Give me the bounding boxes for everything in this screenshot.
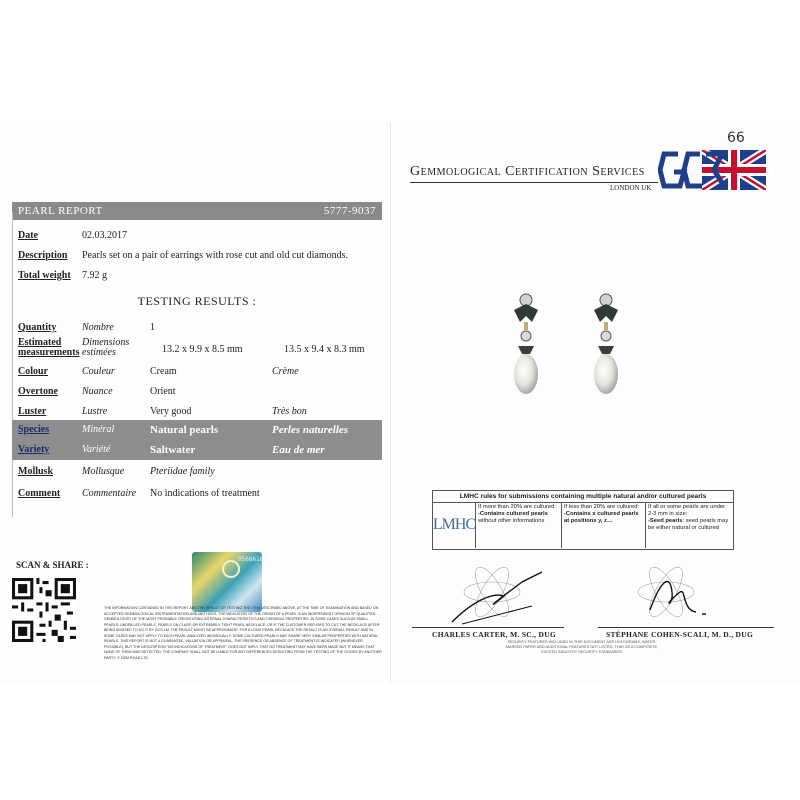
report-title: PEARL REPORT (18, 205, 103, 217)
row-french-label: Mollusque (82, 466, 125, 477)
field-label: Date (18, 230, 38, 241)
lmhc-rule-under-20 (561, 503, 645, 548)
field-value: 7.92 g (82, 270, 107, 281)
row-label: Species (18, 424, 50, 435)
row-french-label: Variété (82, 444, 111, 455)
field-value: Pearls set on a pair of earrings with rose cut and old cut diamonds. (82, 250, 349, 261)
row-value-french: Très bon (272, 406, 307, 417)
row-value: Cream (150, 366, 177, 377)
title-underline (410, 182, 658, 183)
rule-bold: -Contains cultured pearls (478, 511, 548, 517)
qr-code-icon[interactable] (12, 578, 76, 642)
report-number: 5777-9037 (323, 205, 376, 217)
lmhc-title: LMHC rules for submissions containing multiple natural and/or cultured pearls (433, 491, 733, 503)
row-french-label: Lustre (82, 406, 108, 417)
row-value: Very good (150, 406, 192, 417)
field-description (18, 250, 348, 261)
result-row-comment (12, 484, 382, 504)
gcs-logo-icon (658, 150, 766, 190)
lmhc-rule-seed-pearls (645, 503, 733, 548)
rule-intro: If all or some pearls are under 2-3 mm in size: (648, 504, 726, 517)
result-row-luster (12, 402, 382, 422)
row-label: Colour (18, 366, 48, 377)
field-value: 02.03.2017 (82, 230, 127, 241)
rule-bold: -Seed pearls (648, 518, 683, 524)
field-date (18, 230, 127, 241)
row-label: Luster (18, 406, 47, 417)
row-value: Orient (150, 386, 176, 397)
signer-carter-name: CHARLES CARTER, M. SC., DUG (432, 630, 557, 639)
row-label: Variety (18, 444, 50, 455)
pearl-report-page (12, 122, 390, 682)
certificate-page (392, 122, 788, 682)
page-fold (390, 122, 391, 682)
row-label: Estimated measurements (18, 337, 80, 358)
result-row-overtone (12, 382, 382, 402)
company-name: Gemmological Certification Services (410, 164, 645, 179)
row-value-2: 13.5 x 9.4 x 8.3 mm (284, 344, 365, 355)
signature-line-2 (598, 627, 774, 628)
row-value-french: Perles naturelles (272, 424, 349, 436)
row-value: No indications of treatment (150, 488, 260, 499)
lmhc-logo-icon: LMHC (432, 516, 476, 533)
field-label: Description (18, 250, 68, 261)
lmhc-rules-box (432, 490, 734, 550)
report-header-bar (12, 202, 382, 220)
row-value: Saltwater (150, 444, 196, 456)
scan-share-label: SCAN & SHARE : (16, 560, 89, 570)
rule-rest: without other informations (478, 518, 545, 524)
row-french-label: Nombre (82, 322, 114, 333)
result-row-quantity (12, 318, 382, 338)
row-value: Pteriidae family (150, 466, 215, 477)
row-label: Overtone (18, 386, 58, 397)
result-row-species (12, 420, 382, 440)
hologram-sticker (192, 552, 267, 612)
result-row-colour (12, 362, 382, 382)
signature-carter (432, 562, 552, 632)
row-label: Quantity (18, 322, 57, 333)
row-french-label: Nuance (82, 386, 113, 397)
result-row-mollusk (12, 462, 382, 482)
rule-rest: : seed pearls may be either natural or cultured (648, 518, 729, 531)
signature-line-1 (412, 627, 564, 628)
result-row-variety (12, 440, 382, 460)
rule-intro: If more than 20% are cultured : (478, 504, 558, 510)
handwritten-number: 66 (727, 130, 745, 146)
row-value-french: Crème (272, 366, 299, 377)
signature-cohen-scali (610, 562, 730, 632)
row-label: Comment (18, 488, 61, 499)
row-value-french: Eau de mer (272, 444, 325, 456)
row-french-label: Dimensions estimées (82, 337, 130, 358)
row-french-label: Couleur (82, 366, 115, 377)
rule-intro: If less than 20% are cultured: (564, 504, 640, 510)
row-value: 1 (150, 322, 155, 333)
row-value: 13.2 x 9.9 x 8.5 mm (162, 344, 243, 355)
field-label: Total weight (18, 270, 71, 281)
hologram-number: 05686185 (238, 556, 267, 563)
rule-bold: -Contains x cultured pearls at positions y, z… (564, 511, 639, 524)
testing-results-title: TESTING RESULTS : (137, 294, 257, 308)
company-location: LONDON UK (610, 184, 652, 192)
signer-cohen-scali-name: STÉPHANE COHEN-SCALI, M. D., DUG (606, 630, 754, 639)
field-total-weight (18, 270, 107, 281)
disclaimer-text: THE INFORMATION CONTAINED IN THIS REPORT ARE THE RESULT OF TESTING THE ITEM DESCRIBED ABOVE, AT THE TIME OF EXAMINATION AND BASED ON ACCEPTED GEMMOLOGICAL INSTRUMENTATION AND METHODS. THE INDICATION OF THE ORIGIN OF A PEARL IS AN INDEPENDENT OPINION OF QUALIFIED GEMMOLOGIST OF THE MOST PROBABLE ORIGIN USING INTERNAL CHARACTERISTICS AND CHEMICAL PROPERTIES. IN SOME CASES SUCH AS SMALL PEARLS, UNDRILLED PEARLS, PEARLS ON CLASP, OR EXTREMELY TIGHT PEARL NECKLACE, OR IF THE CUSTOMER REFUSES TO CUT THE NECKLACE AFTER BEING ADVISED TO DO IT BY GCS-LM, THE RESULT MIGHT BE APPROXIMATE. FOR A LONG PEARL NECKLACE THE RESULT IS AN OVERALL RESULT AND IN SOME CASES MAY NOT APPLY TO EACH PEARL ANALYZED INDIVIDUALLY. SOME CULTURED PEARLS MAY SHARE VERY SIMILAR PROPERTIES WITH NATURAL PEARLS. THIS REPORT IS NOT A GUARANTEE, VALUATION OR APPRAISAL. THE PRESENCE OR ABSENCE OF TREATMENT IS INDICATED (WHENEVER POSSIBLE), BUT THE DESCRIPTION "NO INDICATIONS OF TREATMENT" DOES NOT IMPLY THAT NO TREATMENT MAY HAVE BEEN MADE BUT IT MEANS THAT NONE OF THEM WAS DETECTED. THE COMPANY SHALL NOT BE LIABLE FOR ANY DIFFERENCES RESULTING FROM THE TESTING OF THE GOODS BY ANOTHER PARTY. © GEM ROAD LTD (104, 606, 382, 660)
row-french-label: Minéral (82, 424, 115, 435)
result-row-measurements (12, 336, 382, 364)
security-notice: SECURITY FEATURES INCLUDED IN THIS DOCUMENT ARE HOLOGRAMS, WATER-MARKED PAPER AND ADDITIONAL FEATURES NOT LISTED, THAT AS A COMPOSITE, EXCEED INDUSTRY SECURITY STANDARDS. (505, 640, 659, 654)
row-label: Mollusk (18, 466, 54, 477)
pearl-earrings-image (492, 290, 642, 410)
row-french-label: Commentaire (82, 488, 137, 499)
row-value: Natural pearls (150, 424, 219, 436)
lmhc-rule-over-20 (475, 503, 561, 548)
